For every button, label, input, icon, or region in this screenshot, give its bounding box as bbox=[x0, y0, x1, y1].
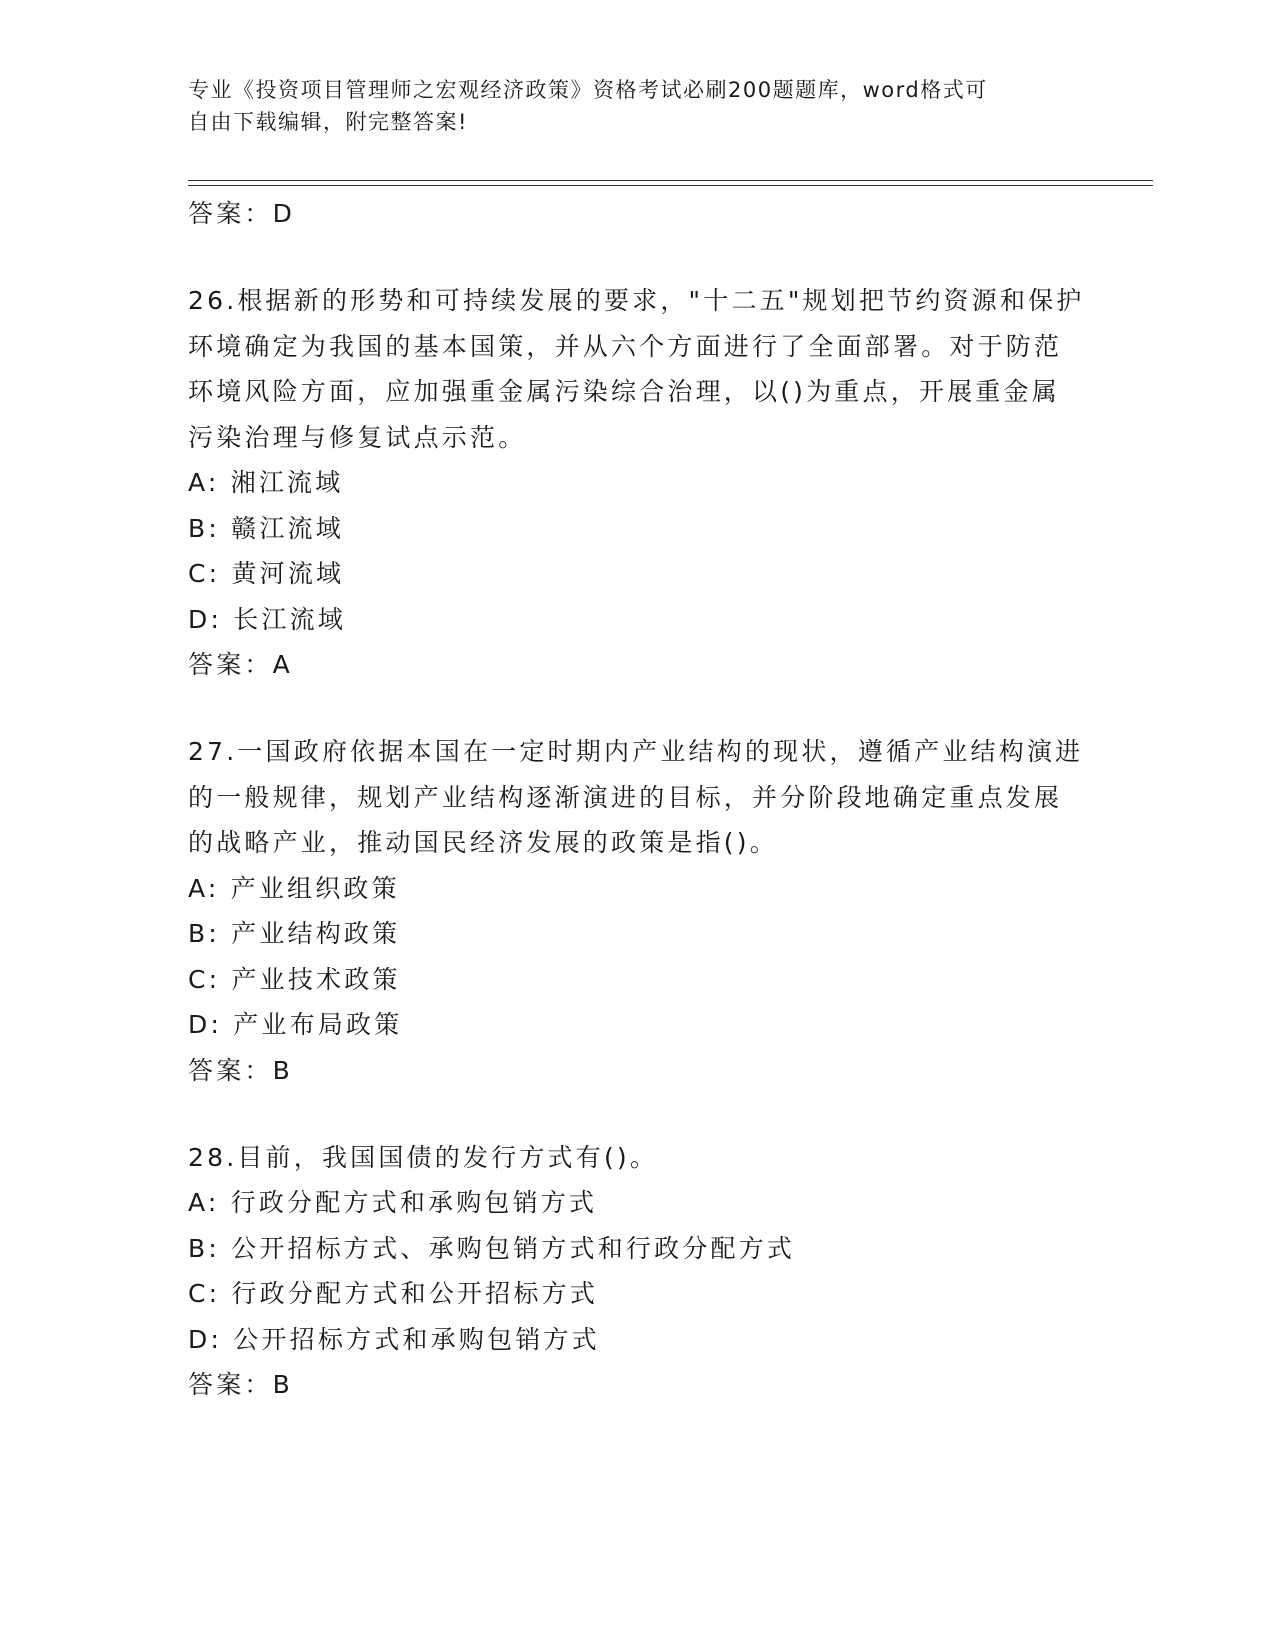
answer: 答案：B bbox=[188, 1370, 293, 1399]
previous-answer: 答案：D bbox=[188, 199, 296, 228]
header-line-1: 专业《投资项目管理师之宏观经济政策》资格考试必刷200题题库，word格式可 bbox=[188, 78, 988, 102]
option-d: D: 公开招标方式和承购包销方式 bbox=[188, 1324, 600, 1354]
answer: 答案：A bbox=[188, 650, 293, 679]
question-28 bbox=[188, 1135, 1088, 1408]
question-text: 26.根据新的形势和可持续发展的要求，"十二五"规划把节约资源和保护环境确定为我国的基本国策，并从六个方面进行了全面部署。对于防范环境风险方面，应加强重金属污染综合治理，以()为重点，开展重金属污染治理与修复试点示范。 bbox=[188, 286, 1085, 452]
option-b: B: 赣江流域 bbox=[188, 513, 344, 543]
option-c: C: 黄河流域 bbox=[188, 559, 345, 588]
option-a: A: 湘江流域 bbox=[188, 468, 344, 497]
option-b: B: 公开招标方式、承购包销方式和行政分配方式 bbox=[188, 1233, 796, 1263]
question-text: 27.一国政府依据本国在一定时期内产业结构的现状，遵循产业结构演进的一般规律，规划产业结构逐渐演进的目标，并分阶段地确定重点发展的战略产业，推动国民经济发展的政策是指()。 bbox=[188, 737, 1084, 857]
header-divider-top bbox=[188, 180, 1153, 181]
option-b: B: 产业结构政策 bbox=[188, 919, 401, 948]
header-line-2: 自由下载编辑，附完整答案! bbox=[188, 110, 468, 134]
question-27 bbox=[188, 729, 1088, 1093]
option-c: C: 产业技术政策 bbox=[188, 964, 401, 994]
option-d: D: 长江流域 bbox=[188, 604, 347, 634]
option-d: D: 产业布局政策 bbox=[188, 1010, 403, 1039]
header-divider-bottom bbox=[188, 185, 1153, 186]
page-header bbox=[188, 74, 1088, 138]
question-26 bbox=[188, 278, 1088, 687]
document-body bbox=[188, 191, 1088, 1407]
option-a: A: 产业组织政策 bbox=[188, 873, 400, 903]
option-a: A: 行政分配方式和承购包销方式 bbox=[188, 1188, 598, 1217]
answer: 答案：B bbox=[188, 1055, 293, 1085]
option-c: C: 行政分配方式和公开招标方式 bbox=[188, 1279, 599, 1308]
question-text: 28.目前，我国国债的发行方式有()。 bbox=[188, 1142, 659, 1172]
